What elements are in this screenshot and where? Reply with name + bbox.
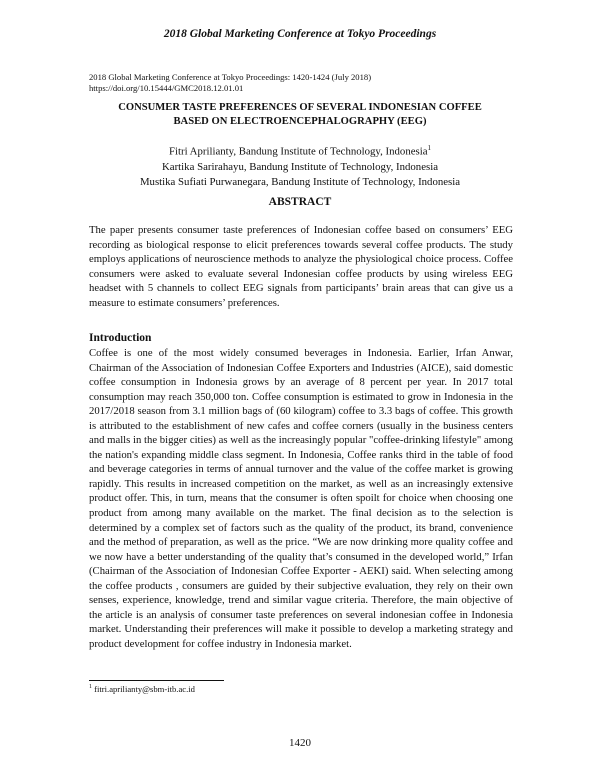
footnote-mark: 1 xyxy=(89,684,92,691)
author-list xyxy=(60,141,540,190)
footnote-divider xyxy=(89,680,224,681)
introduction-heading: Introduction xyxy=(89,332,152,344)
author-3: Mustika Sufiati Purwanegara, Bandung Institute of Technology, Indonesia xyxy=(139,175,461,188)
title-line-1: CONSUMER TASTE PREFERENCES OF SEVERAL INDONESIAN COFFEE xyxy=(118,102,482,113)
abstract-text: The paper presents consumer taste preferences of Indonesian coffee based on consumers’ EEG recording as biological response to elicit preferences towards several coffee products. The study employs applications of neuroscience methods to analyze the physiological choice process. Coffee consumers were asked to evaluate several Indonesian coffee products by using wireless EEG headset with 5 channels to collect EEG signals from participants’ brain areas that can give us a measure to estimate consumers’ preferences. xyxy=(89,224,513,309)
author-1-text: Fitri Aprilianty, Bandung Institute of Technology, Indonesia xyxy=(168,145,428,158)
author-1-footnote-mark: 1 xyxy=(427,144,432,152)
footnote-email: fitri.aprilianty@sbm-itb.ac.id xyxy=(94,684,195,694)
paper-title xyxy=(60,101,540,129)
author-2: Kartika Sarirahayu, Bandung Institute of Technology, Indonesia xyxy=(162,160,438,173)
title-line-2: BASED ON ELECTROENCEPHALOGRAPHY (EEG) xyxy=(173,116,427,127)
introduction-text: Coffee is one of the most widely consumed beverages in Indonesia. Earlier, Irfan Anwar, Chairman of the Association of Indonesian Coffee Exporters and Industries (AICE), said domestic coffee consumption in Indonesia grows by an average of 8 percent per year. In 2017 total consumption may reach 350,000 ton. Coffee consumption is estimated to grow in Indonesia in the 2017/2018 season from 3.1 million bags of (60 kilogram) coffee to 3.3 bags of coffee. This growth is attributed to the establishment of new cafes and coffee corners (usually in the business centers and malls in the bigger cities) as well as the increasingly popular "coffee-drinking lifestyle" among the nation's expanding middle class segment. In Indonesia, Coffee ranks third in the table of food and beverage categories in terms of annual turnover and the value of the coffee market is growing rapidly. This results in increased competition on the market, as well as an increasingly extensive product offer. This, in turn, means that the consumer is often spoilt for choice when choosing one product from among many available on the market. The final decision as to the selection is determined by a complex set of factors such as the quality of the product, its brand, convenience and the method of preparation, as well as the price. “We are now drinking more quality coffee and we now have a better understanding of the quality that’s consumed in the developed world,” Irfan (Chairman of the Association of Indonesian Coffee Exporter - AEKI) said. When selecting among the coffee products , consumers are guided by their subjective evaluation, they rely on their own senses, experience, knowledge, trend and similar vague criteria. Therefore, the main objective of the article is an analysis of consumer taste preferences on several indonesian coffee in Indonesia market. Understanding their preferences will make it possible to develop a marketing strategy and product development for coffee industry in Indonesia market. xyxy=(89,347,513,650)
citation-line: 2018 Global Marketing Conference at Tokyo Proceedings: 1420-1424 (July 2018) xyxy=(89,72,372,82)
author-1 xyxy=(60,141,540,160)
footnote xyxy=(89,684,195,694)
page-number: 1420 xyxy=(289,737,311,749)
abstract-heading: ABSTRACT xyxy=(268,196,332,208)
running-header: 2018 Global Marketing Conference at Tokyo Proceedings xyxy=(163,28,437,40)
citation-block xyxy=(89,72,371,94)
doi-line: https://doi.org/10.15444/GMC2018.12.01.01 xyxy=(89,83,244,93)
